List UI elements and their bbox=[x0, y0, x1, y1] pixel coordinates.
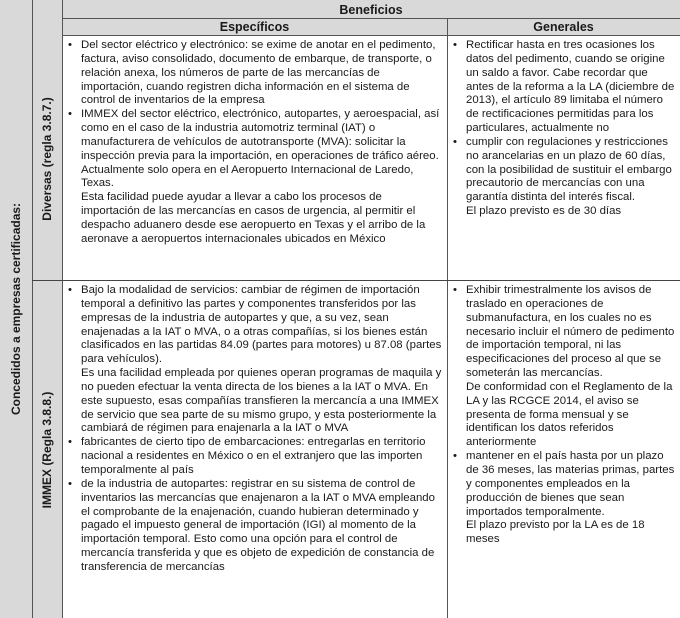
list-item: • Rectificar hasta en tres ocasiones los datos del pedimento, cuando se origine un saldo a favor. Cabe recordar que antes de la reforma a la LA (diciembre de 2013), el artículo 89 limitaba el número de rectificaciones permitidas para los particulares, actualmente no bbox=[452, 39, 676, 136]
side-label-cell bbox=[0, 0, 32, 618]
header-generales: Generales bbox=[533, 20, 594, 34]
divider bbox=[62, 18, 680, 19]
immex-generales bbox=[447, 281, 680, 618]
paragraph: El plazo previsto es de 30 días bbox=[466, 205, 622, 218]
list-item: • mantener en el país hasta por un plazo de 36 meses, las materias primas, partes y componentes empleados en la producción de bienes que sean importados temporalmente. bbox=[452, 450, 676, 519]
list-item: • Exhibir trimestralmente los avisos de traslado en operaciones de submanufactura, en los cuales no es necesario incluir el número de pedimento de importación temporal, ni las especificaciones del proceso al que se someterán las mercancías. bbox=[452, 284, 676, 381]
list-item: • fabricantes de cierto tipo de embarcaciones: entregarlas en territorio nacional a residentes en México o en el extranjero que las importen temporalmente al país bbox=[67, 436, 443, 478]
header-especificos: Específicos bbox=[219, 20, 290, 34]
immex-especificos bbox=[62, 281, 447, 618]
row-label-immex: IMMEX (Regla 3.8.8.) bbox=[40, 391, 54, 508]
paragraph: El plazo previsto por la LA es de 18 meses bbox=[466, 519, 645, 546]
divider bbox=[32, 0, 33, 618]
paragraph: Es una facilidad empleada por quienes operan programas de maquila y no pueden efectuar la venta directa de los bienes a la IAT o MVA. En este supuesto, esas compañías transfieren la mercancía a una IMMEX de servicio que sea parte de su mismo grupo, y esta posteriormente la cambiará de régimen para enajenarla a la IAT o MVA bbox=[81, 367, 442, 435]
diversas-especificos bbox=[62, 36, 447, 280]
paragraph: Esta facilidad puede ayudar a llevar a cabo los procesos de importación de las mercancías en casos de urgencia, al permitir el despacho aduanero desde ese aeropuerto en Texas y el arribo de la aeronave a aeropuertos internacionales ubicados en México bbox=[81, 191, 426, 245]
paragraph: De conformidad con el Reglamento de la LA y las RCGCE 2014, el aviso se presenta de forma mensual y se identifican los datos referidos anteriormente bbox=[466, 380, 673, 449]
list-item: • Del sector eléctrico y electrónico: se exime de anotar en el pedimento, factura, aviso consolidado, documento de embarque, de transporte, o relación anexa, los números de parte de las mercancías de importación, cuando registren dicha información en el sistema de control de inventarios de la empresa bbox=[67, 39, 443, 108]
list-item: • de la industria de autopartes: registrar en su sistema de control de inventarios las mercancías que enajenaron a la IAT o MVA empleando el comprobante de la enajenación, cuando hubieran determinado y pagado el impuesto general de importación (IGI) al momento de la importación temporal. Esto como una opción para el control de mercancía transferida y que es objeto de expedición de constancia de transferencia de mercancías bbox=[67, 478, 443, 575]
list-item: • Bajo la modalidad de servicios: cambiar de régimen de importación temporal a definitivo las partes y componentes transferidos por las empresas de la industria de autopartes y que, a su vez, sean enajenadas a la IAT o MVA, o a otras compañías, si los bienes están clasificados en las partidas 84.09 (partes para motores) u 87.08 (partes para vehículos). bbox=[67, 284, 443, 367]
row-label-cell-immex bbox=[32, 281, 62, 618]
side-label: Concedidos a empresas certificadas: bbox=[9, 202, 23, 416]
list-item: • IMMEX del sector eléctrico, electrónico, autopartes, y aeroespacial, así como en el caso de la industria automotriz terminal (IAT) o manufacturera de vehículos de autotransporte (MVA): solicitar la inspección previa para la importación, en operaciones de tráfico aéreo. Actualmente solo opera en el Aeropuerto Internacional de Laredo, Texas. bbox=[67, 108, 443, 191]
row-label-cell-diversas bbox=[32, 36, 62, 281]
list-item: • cumplir con regulaciones y restricciones no arancelarias en un plazo de 60 días, con la posibilidad de sustituir el embargo precautorio de mercancías con una garantía distinta del interés fiscal. bbox=[452, 136, 676, 205]
row-label-diversas: Diversas (regla 3.8.7.) bbox=[40, 96, 54, 221]
header-beneficios: Beneficios bbox=[339, 3, 403, 17]
diversas-generales bbox=[447, 36, 680, 280]
